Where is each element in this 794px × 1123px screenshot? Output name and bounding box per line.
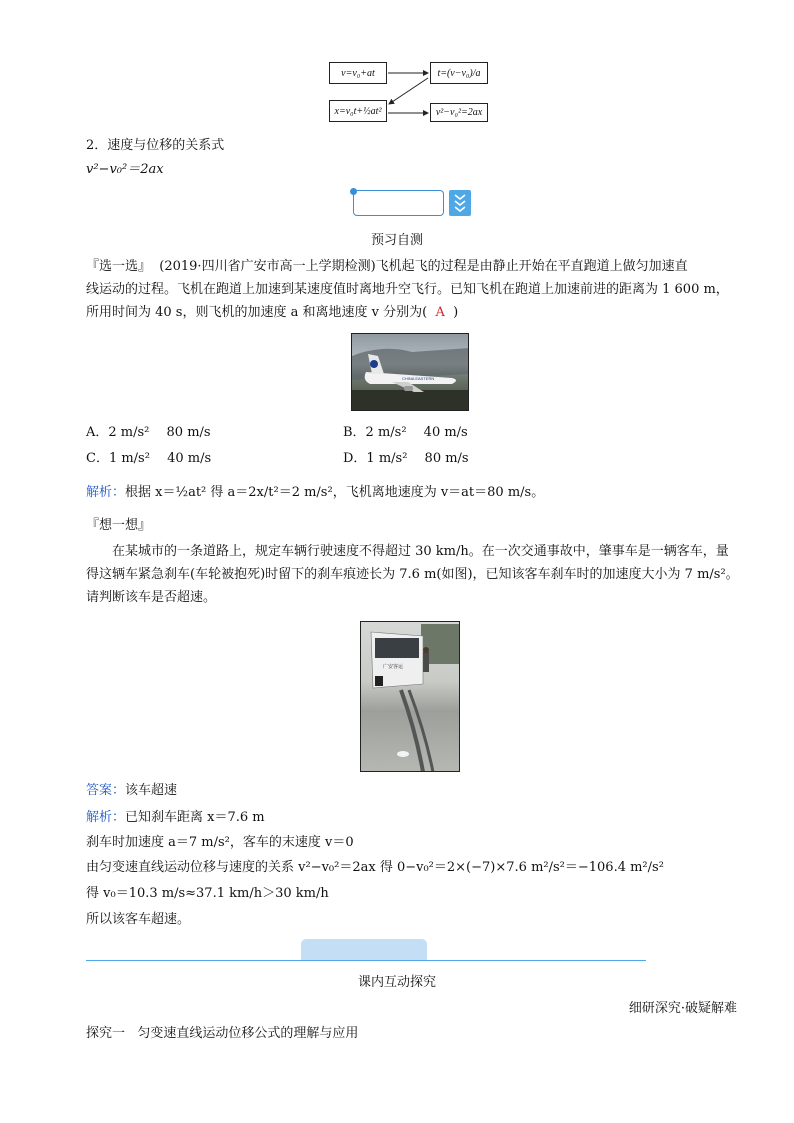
q1-option-a: A．2 m/s² 80 m/s (86, 425, 211, 440)
q1-analysis-text: 根据 x＝½at² 得 a＝2x/t²＝2 m/s²，飞机离地速度为 v＝at＝80 m/s。 (125, 485, 545, 500)
formula-box-time (430, 62, 488, 84)
topic-label: 探究一 (86, 1026, 126, 1041)
banner-dot-icon (350, 188, 357, 195)
q2-analysis-2: 刹车时加速度 a＝7 m/s²，客车的末速度 v＝0 (86, 835, 354, 850)
q1-tag: 『选一选』 (86, 259, 152, 274)
q2-stem-line2: 得这辆车紧急刹车(车轮被抱死)时留下的刹车痕迹长为 7.6 m(如图)，已知该客车刹车时的加速度大小为 7 m/s²。 (86, 567, 739, 582)
q1-stem-line2: 线运动的过程。飞机在跑道上加速到某速度值时离地升空飞行。已知飞机在跑道上加速前进的距离为 1 600 m， (86, 282, 729, 297)
q1-stem (86, 255, 738, 324)
q2-stem (86, 540, 746, 609)
bus-skid-photo (360, 621, 460, 772)
q2-analysis-3: 由匀变速直线运动位移与速度的关系 v²−v₀²＝2ax 得 0−v₀²＝2×(−7)×7.6 m²/s²＝−106.4 m²/s² (86, 860, 664, 875)
q1-stem-line3: 所用时间为 40 s，则飞机的加速度 a 和离地速度 v 分别为( (86, 305, 428, 320)
q2-analysis-label: 解析： (86, 810, 126, 825)
q1-option-d: D．1 m/s² 80 m/s (343, 451, 469, 466)
q1-stem-end: ) (453, 305, 459, 320)
airplane-livery-text: CHINA EASTERN (402, 376, 435, 381)
q2-analysis-5: 所以该客车超速。 (86, 912, 191, 927)
q2-analysis-1 (86, 809, 265, 827)
chevron-down-icon (449, 190, 471, 216)
q1-stem-line1: (2019·四川省广安市高一上学期检测)飞机起飞的过程是由静止开始在平直跑道上做匀加速直 (159, 259, 688, 274)
q2-stem-line3: 请判断该车是否超速。 (86, 590, 217, 605)
flow-arrows (385, 60, 435, 126)
q2-analysis-4: 得 v₀＝10.3 m/s≈37.1 km/h＞30 km/h (86, 886, 329, 901)
preview-heading: 预习自测 (370, 233, 423, 248)
airplane-icon (352, 334, 469, 411)
q1-option-c: C．1 m/s² 40 m/s (86, 451, 212, 466)
section-divider (86, 960, 646, 961)
topic-text: 匀变速直线运动位移公式的理解与应用 (137, 1026, 359, 1041)
section3-subheading: 细研深究·破疑解难 (628, 1001, 737, 1016)
q2-answer (86, 782, 177, 800)
airplane-photo (351, 333, 469, 411)
section2-title: 2．速度与位移的关系式 (86, 138, 225, 153)
formula-box-displacement (329, 100, 387, 122)
bus-icon (361, 622, 460, 772)
section3-topic (86, 1025, 358, 1043)
formula-box-relation (430, 103, 488, 122)
q2-answer-text: 该车超速 (125, 783, 178, 798)
q1-option-b: B．2 m/s² 40 m/s (343, 425, 468, 440)
formula-text: v=v₀+at (341, 67, 375, 79)
formula-text: v²−v₀²=2ax (435, 107, 483, 118)
section3-heading: 课内互动探究 (357, 975, 436, 990)
section-tab (301, 939, 427, 960)
formula-text: t=(v−v₀)/a (437, 67, 481, 79)
q1-answer: A (435, 305, 445, 320)
section2-formula: v²−v₀²＝2ax (86, 162, 164, 177)
formula-box-velocity (329, 62, 387, 84)
q2-answer-label: 答案： (86, 783, 126, 798)
preview-banner-box (353, 190, 444, 216)
formula-text: x=v₀t+½at² (334, 105, 382, 117)
arrow-diagonal (389, 78, 428, 104)
q1-analysis-label: 解析： (86, 485, 126, 500)
q2-analysis-text: 已知刹车距离 x＝7.6 m (125, 810, 265, 825)
q2-tag: 『想一想』 (86, 518, 152, 533)
q1-analysis (86, 484, 544, 502)
bus-text: 广安客运 (383, 664, 404, 670)
q2-stem-line1: 在某城市的一条道路上，规定车辆行驶速度不得超过 30 km/h。在一次交通事故中，肇事车是一辆客车，量 (112, 544, 729, 559)
